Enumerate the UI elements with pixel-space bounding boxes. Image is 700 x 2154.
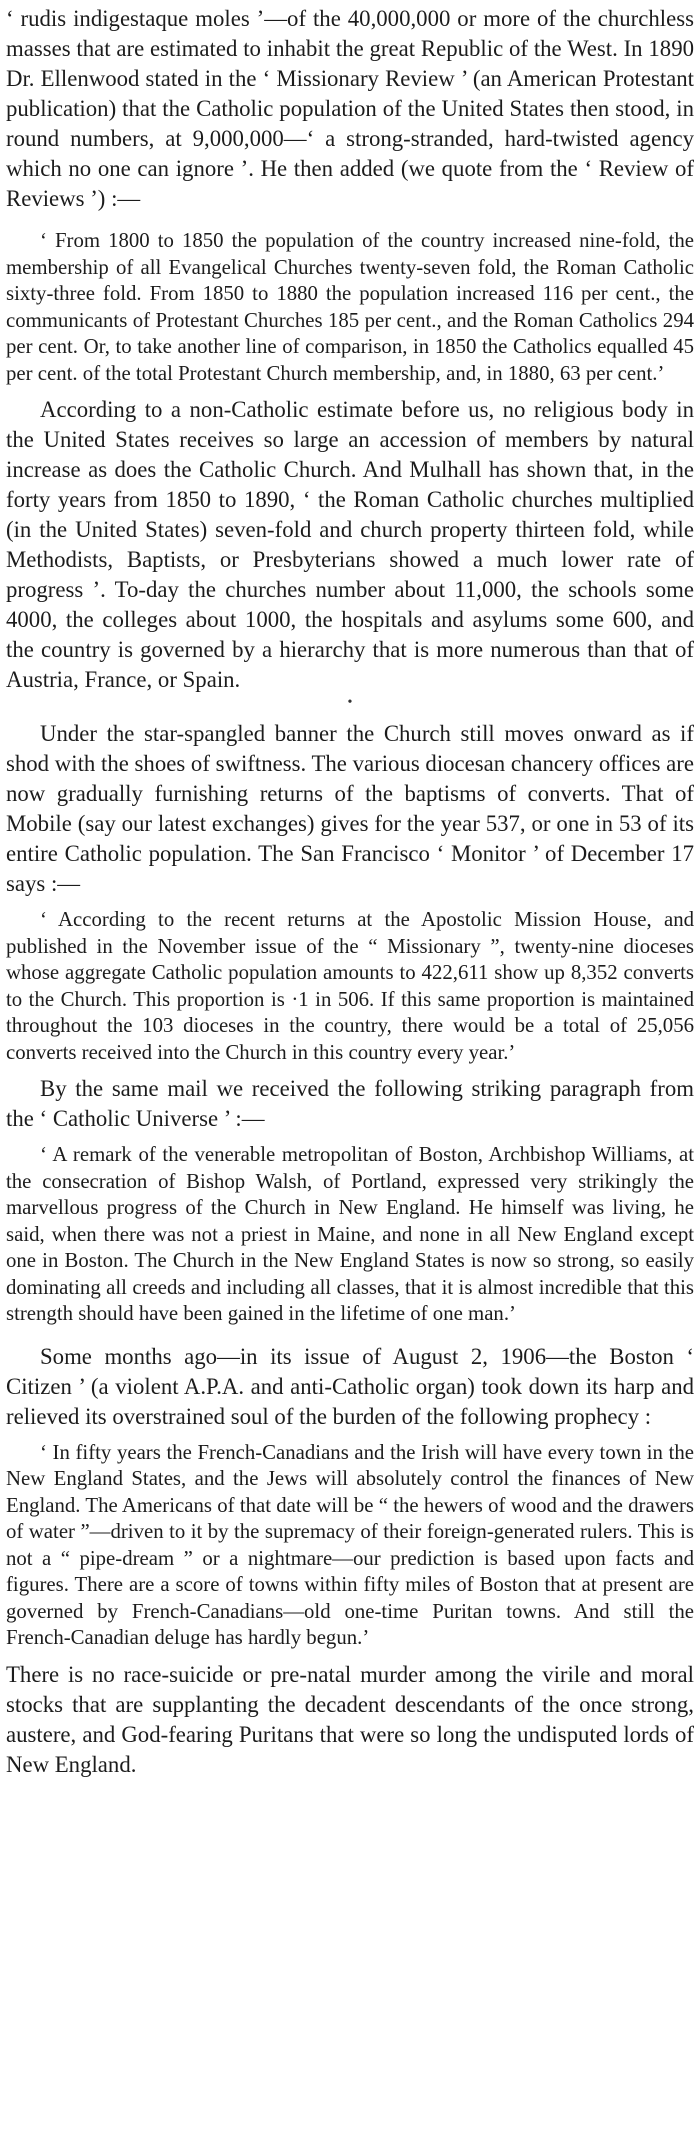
spacer — [6, 711, 694, 719]
paragraph-boston-citizen: Some months ago—in its issue of August 2, 1906—the Boston ‘ Citizen ’ (a violent A.P.A. and anti-Catholic organ) took down its harp and relieved its overstrained soul of the burden of the following prophecy : — [6, 1343, 694, 1429]
spacer — [6, 1432, 694, 1440]
paragraph-1: ‘ rudis indigestaque moles ’—of the 40,000,000 or more of the churchless masses that are estimated to inhabit the great Republic of the West. In 1890 Dr. Ellenwood stated in the ‘ Missionary Review ’ (an American Protestant publication) that the Catholic population of the United States then stood, in round numbers, at 9,000,000—‘ a strong-stranded, hard-twisted agency which no one can ignore ’. He then added (we quote from the ‘ Review of Reviews ’) :— — [6, 6, 694, 211]
spacer — [6, 1652, 694, 1660]
spacer — [6, 899, 694, 907]
paragraph-same-mail: By the same mail we received the following striking paragraph from the ‘ Catholic Universe ’ :— — [6, 1076, 694, 1131]
section-divider-dot: • — [347, 695, 353, 710]
quote-prophecy: ‘ In fifty years the French-Canadians and the Irish will have every town in the New England States, and the Jews will absolutely control the finances of New England. The Americans of that date will be “ the hewers of wood and the drawers of water ”—driven to it by the supremacy of their foreign-generated rulers. This is not a “ pipe-dream ” or a nightmare—our prediction is based upon facts and figures. There are a score of towns within fifty miles of Boston that at present are governed by French-Canadians—old one-time Puritan towns. And still the French-Canadian deluge has hardly begun.’ — [6, 1440, 694, 1649]
spacer — [6, 1066, 694, 1074]
article-column — [6, 4, 694, 1780]
quote-population-statistics: ‘ From 1800 to 1850 the population of the country increased nine-fold, the membership of all Evangelical Churches twenty-seven fold, the Roman Catholic sixty-three fold. From 1850 to 1880 the population increased 116 per cent., the communicants of Protestant Churches 185 per cent., and the Roman Catholics 294 per cent. Or, to take another line of comparison, in 1850 the Catholics equalled 45 per cent. of the total Protestant Church membership, and, in 1880, 63 per cent.’ — [6, 229, 694, 385]
paragraph-star-spangled-banner: Under the star-spangled banner the Church still moves onward as if shod with the shoes of swiftness. The various diocesan chancery offices are now gradually furnishing returns of the baptisms of converts. That of Mobile (say our latest exchanges) gives for the year 537, or one in 53 of its entire Catholic population. The San Francisco ‘ Monitor ’ of December 17 says :— — [6, 721, 694, 896]
paragraph-non-catholic-estimate: According to a non-Catholic estimate before us, no religious body in the United States receives so large an accession of members by natural increase as does the Catholic Church. And Mulhall has shown that, in the forty years from 1850 to 1890, ‘ the Roman Catholic churches multiplied (in the United States) seven-fold and church property thirteen fold, while Methodists, Baptists, or Presbyterians showed a much lower rate of progress ’. To-day the churches number about 11,000, the schools some 4000, the colleges about 1000, the hospitals and asylums some 600, and the country is governed by a hierarchy that is more numerous than that of Austria, France, or Spain. — [6, 397, 694, 692]
spacer — [6, 1134, 694, 1142]
quote-catholic-universe: ‘ A remark of the venerable metropolitan of Boston, Archbishop Williams, at the consecration of Bishop Walsh, of Portland, expressed very strikingly the marvellous progress of the Church in New England. He himself was living, he said, when there was not a priest in Maine, and none in all New England except one in Boston. The Church in the New England States is now so strong, so easily dominating all creeds and including all classes, that it is almost incredible that this strength should have been gained in the lifetime of one man.’ — [6, 1143, 694, 1325]
spacer — [6, 1328, 694, 1342]
spacer — [6, 387, 694, 395]
spacer — [6, 214, 694, 228]
paragraph-closing: There is no race-suicide or pre-natal murder among the virile and moral stocks that are supplanting the decadent descendants of the once strong, austere, and God-fearing Puritans that were so long the undisputed lords of New England. — [6, 1661, 694, 1777]
quote-monitor-converts: ‘ According to the recent returns at the Apostolic Mission House, and published in the November issue of the “ Missionary ”, twenty-nine dioceses whose aggregate Catholic population amounts to 422,611 show up 8,352 converts to the Church. This proportion is ·1 in 506. If this same proportion is maintained throughout the 103 dioceses in the country, there would be a total of 25,056 converts received into the Church in this country every year.’ — [6, 908, 694, 1064]
